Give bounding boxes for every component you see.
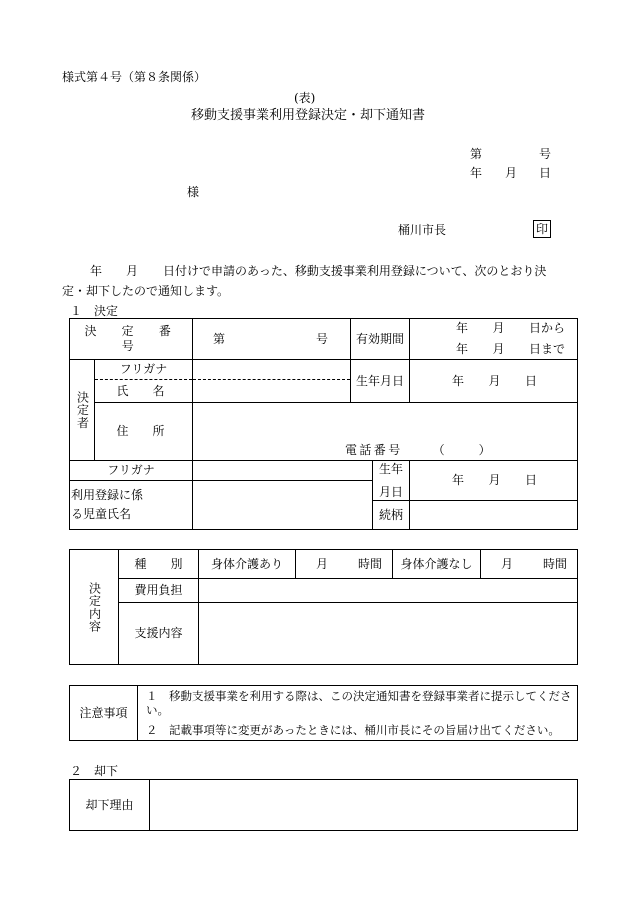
note-item-2: ２ 記載事項等に変更があったときには、桶川市長にその旨届け出てください。: [146, 722, 560, 737]
form-number: 様式第４号（第８条関係）: [62, 70, 207, 84]
validity-to-suffix: 日まで: [528, 342, 565, 356]
child-name-label: 利用登録に係 る児童氏名: [70, 481, 193, 530]
birth-month: 月: [488, 373, 501, 388]
name-input[interactable]: [193, 380, 350, 402]
name-label: 氏 名: [116, 384, 171, 398]
note-item-1: １ 移動支援事業を利用する際は、この決定通知書を登録事業者に提示してください。: [146, 688, 572, 718]
furigana-input[interactable]: [193, 360, 350, 380]
phone-paren-open: （: [432, 443, 445, 457]
phone-paren-close: ）: [478, 443, 491, 457]
with-care-label: 身体介護あり: [199, 550, 296, 579]
without-care-month: 月: [501, 556, 514, 571]
furigana-name-labels: [95, 360, 193, 403]
validity-from-suffix: 日から: [528, 321, 565, 335]
without-care-label: 身体介護なし: [393, 550, 481, 579]
support-label: 支援内容: [119, 603, 199, 665]
child-birth-label: 生年 月日: [373, 461, 410, 501]
issue-month: 月: [505, 166, 518, 180]
addressee-suffix: 様: [187, 185, 200, 199]
address-field[interactable]: [193, 403, 578, 461]
type-label: 種 別: [119, 550, 199, 579]
notes-content: [138, 686, 578, 741]
support-field[interactable]: [199, 603, 578, 665]
issue-year: 年: [470, 166, 483, 180]
contents-table: [69, 549, 578, 665]
child-birth-day: 日: [524, 473, 537, 487]
issue-dai: 第: [470, 147, 483, 161]
decided-person-label: 決定者: [70, 360, 95, 461]
seal-text: 印: [533, 220, 551, 238]
rejection-reason-label: 却下理由: [70, 780, 150, 831]
decision-number-field[interactable]: [193, 319, 351, 360]
decision-table: [69, 318, 578, 530]
intro-line1: 日付けで申請のあった、移動支援事業利用登録について、次のとおり決: [163, 264, 547, 278]
with-care-field[interactable]: [296, 550, 393, 579]
without-care-hours: 時間: [542, 556, 567, 571]
decision-dai: 第: [213, 331, 226, 346]
child-name-field[interactable]: [193, 481, 373, 530]
cost-field[interactable]: [199, 579, 578, 603]
birthdate-label: 生年月日: [351, 360, 410, 403]
phone-label: 電話番号: [345, 443, 403, 457]
section1-heading: １ 決定: [70, 304, 119, 318]
issue-day: 日: [539, 166, 552, 180]
name-field[interactable]: [193, 360, 351, 403]
child-furigana-label: フリガナ: [70, 461, 193, 481]
page-title: 移動支援事業利用登録決定・却下通知書: [191, 108, 426, 123]
with-care-month: 月: [316, 556, 329, 571]
intro-year: 年: [90, 264, 103, 278]
contents-label: 決定内容: [70, 550, 119, 665]
rejection-table: [69, 779, 578, 831]
rejection-reason-field[interactable]: [150, 780, 578, 831]
validity-to-month: 月: [492, 342, 505, 356]
address-label: 住 所: [95, 403, 193, 461]
seal-mark: [533, 220, 551, 238]
child-birth-year: 年: [452, 473, 465, 487]
validity-from-year: 年: [456, 321, 469, 335]
intro-month: 月: [126, 264, 139, 278]
issue-go: 号: [539, 147, 552, 161]
child-birth-month: 月: [488, 473, 501, 487]
intro-line2: 定・却下したので通知します。: [62, 284, 230, 298]
section2-heading: ２ 却下: [70, 764, 119, 778]
notes-label: 注意事項: [70, 686, 138, 741]
birth-day: 日: [524, 373, 537, 388]
decision-go: 号: [315, 331, 328, 346]
validity-to-year: 年: [456, 342, 469, 356]
validity-from-month: 月: [492, 321, 505, 335]
relation-label: 続柄: [373, 501, 410, 530]
birth-year: 年: [452, 373, 465, 388]
cost-label: 費用負担: [119, 579, 199, 603]
side-label: (表): [294, 91, 316, 105]
issuer-name: 桶川市長: [398, 223, 447, 237]
validity-label: 有効期間: [351, 319, 410, 360]
without-care-field[interactable]: [481, 550, 578, 579]
validity-period-field[interactable]: [410, 319, 578, 360]
furigana-label: フリガナ: [95, 360, 192, 380]
child-furigana-field[interactable]: [193, 461, 373, 481]
notes-table: [69, 685, 578, 741]
relation-field[interactable]: [410, 501, 578, 530]
with-care-hours: 時間: [357, 556, 382, 571]
child-birthdate-field[interactable]: [410, 461, 578, 501]
decision-number-label: 決 定 番 号: [70, 319, 193, 360]
birthdate-field[interactable]: [410, 360, 578, 403]
